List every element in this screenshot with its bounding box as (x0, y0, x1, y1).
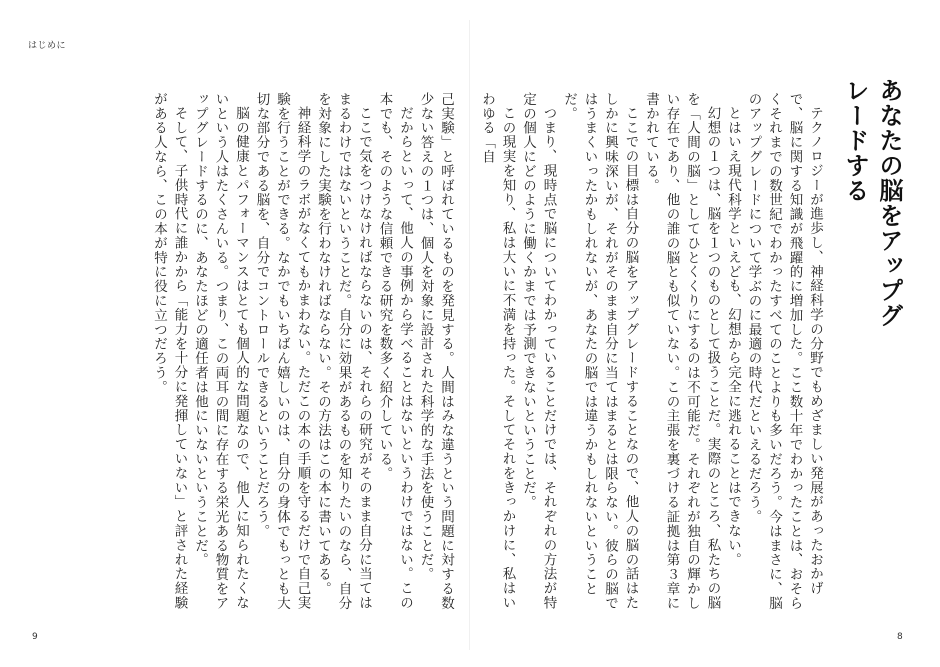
paragraph: つまり、現時点で脳についてわかっていることだけでは、それぞれの方法が特定の個人にどのように働くかまでは予測できないということだ。 (520, 92, 557, 610)
page-number-left: 9 (32, 632, 38, 642)
page-number-right: 8 (897, 632, 903, 642)
paragraph: だからといって、他人の事例から学べることはないというわけではない。この本でも、そのような信頼できる研究を数多く紹介している。 (376, 92, 413, 610)
paragraph: この現実を知り、私は大いに不満を持った。そしてそれをきっかけに、私はいわゆる「自 (479, 92, 516, 610)
section-heading: あなたの脳をアップグレードする (841, 78, 903, 328)
paragraph: そして、子供時代に誰かから「能力を十分に発揮していない」と評された経験がある人なら、この本が特に役に立つだろう。 (151, 92, 188, 610)
running-head: はじめに (28, 41, 67, 51)
paragraph: とはいえ現代科学といえども、幻想から完全に逃れることはできない。 (725, 105, 741, 567)
paragraph: ここで気をつけなければならないのは、それらの研究がそのまま自分に当てはまるわけではないということだ。自分に効果があるものを知りたいのなら、自分を対象にした実験を行わなければならない。その方法はこの本に書いてある。 (315, 92, 372, 611)
left-page-body (78, 92, 456, 612)
paragraph: ここでの目標は自分の脳をアップグレードすることなので、他人の脳の話はたしかに興味深いが、それがそのまま自分に当てはまるとは限らない。彼らの脳ではうまくいったかもしれないが、あなたの脳では違うかもしれないということだ。 (561, 92, 639, 611)
paragraph: 幻想の１つは、脳を１つのものとして扱うことだ。実際のところ、私たちの脳を「人間の脳」としてひとくくりにするのは不可能だ。それぞれが独自の輝かしい存在であり、他の誰の脳とも似ていない。この主張を裏づける証拠は第３章に書かれている。 (643, 92, 721, 611)
paragraph: 己実験」と呼ばれているものを発見する。人間はみな違うという問題に対する数少ない答えの１つは、個人を対象に設計された科学的な手法を使うことだ。 (417, 92, 454, 611)
paragraph: 脳の健康とパフォーマンスはとても個人的な問題なので、他人に知られたくないという人はたくさんいる。つまり、この両耳の間に存在する栄光ある物質をアップグレードするのに、あなたほどの適任者は他にいないということだ。 (192, 92, 249, 611)
paragraph: テクノロジーが進歩し、神経科学の分野でもめざましい発展があったおかげで、脳に関する知識が飛躍的に増加した。ここ数十年でわかったことは、おそらくそれまでの数世紀でわかったすべてのことよりも多いだろう。今はまさに、脳のアップグレードについて学ぶのに最適の時代だといえるだろう。 (745, 92, 823, 611)
paragraph: 神経科学のラボがなくてもかまわない。ただこの本の手順を守るだけで自己実験を行うことができる。なかでもいちばん嬉しいのは、自分の身体でもっとも大切な部分である脳を、自分でコントロールできるということだろう。 (253, 92, 311, 611)
page-gutter (469, 20, 470, 650)
right-page-body (479, 92, 825, 612)
